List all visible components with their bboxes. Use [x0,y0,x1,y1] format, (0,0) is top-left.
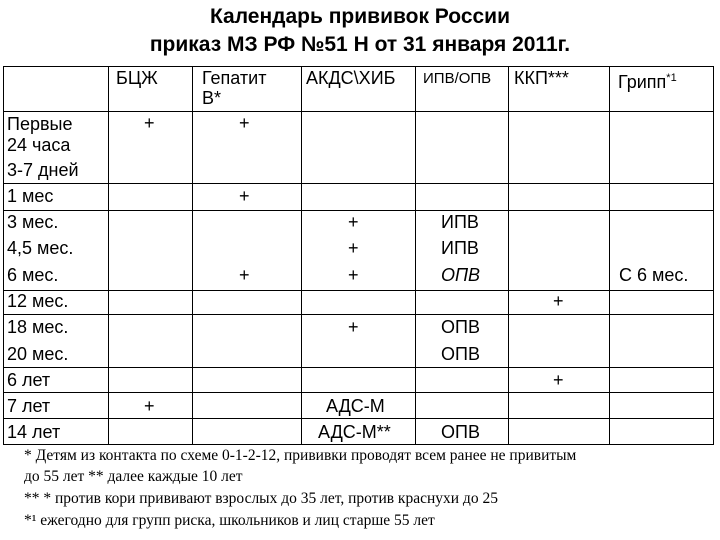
row-label: 3-7 дней [7,160,79,180]
row-label: 20 мес. [7,344,69,364]
row-label-first-24h-line2: 24 часа [7,135,71,155]
header-dtp-hib: АКДС\ХИБ [306,68,396,88]
header-mmr: ККП*** [514,68,569,88]
header-hepatitis-b [202,68,266,108]
row-label: 1 мес [7,186,54,206]
header-hepatitis-b-line2: В* [202,88,222,108]
cell-bcg: + [144,113,155,133]
cell-dtp: + [348,317,359,337]
header-ipv-opv: ИПВ/ОПВ [423,70,492,87]
cell-polio: ОПВ [441,422,480,442]
row-label: 6 лет [7,370,51,390]
cell-mmr: + [553,370,564,390]
header-flu-sup: *1 [666,72,677,84]
page-title: Календарь прививок России [209,5,511,28]
page-subtitle: приказ МЗ РФ №51 Н от 31 января 2011г. [149,33,571,56]
footnote-2: до 55 лет ** далее каждые 10 лет [24,468,243,485]
cell-dtp: + [348,212,359,232]
header-bcg: БЦЖ [116,68,158,88]
row-label: 3 мес. [7,212,59,232]
cell-dtp: + [348,238,359,258]
cell-bcg: + [144,396,155,416]
row-label: 18 мес. [7,317,69,337]
header-flu-text: Грипп [618,72,667,92]
cell-hepb: + [239,186,250,206]
cell-polio: ОПВ [441,344,480,364]
row-label: 4,5 мес. [7,238,74,258]
header-hepatitis-b-line1: Гепатит [202,68,267,88]
cell-dtp: + [348,265,359,285]
cell-polio: ОПВ [441,317,480,337]
cell-dtp: АДС-М** [318,422,391,442]
row-label: 12 мес. [7,291,69,311]
row-label-first-24h-line1: Первые [7,114,73,134]
row-label: 6 мес. [7,265,59,285]
cell-hepb: + [239,265,250,285]
footnote-3: ** * против кори прививают взрослых до 35 лет, против краснухи до 25 [24,490,498,507]
row-label: 14 лет [7,422,61,442]
row-label: 7 лет [7,396,51,416]
footnote-1: * Детям из контакта по схеме 0-1-2-12, прививки проводят всем ранее не привитым [24,447,577,464]
cell-dtp: АДС-М [326,396,385,416]
cell-polio: ИПВ [441,212,479,232]
row-label-first-24h [7,114,72,156]
footnote-4: *¹ ежегодно для групп риска, школьников и лиц старше 55 лет [24,512,435,529]
cell-polio: ОПВ [441,265,481,285]
header-flu [618,68,677,92]
cell-flu: С 6 мес. [619,265,689,285]
cell-polio: ИПВ [441,238,479,258]
cell-mmr: + [553,291,564,311]
cell-hepb: + [239,113,250,133]
